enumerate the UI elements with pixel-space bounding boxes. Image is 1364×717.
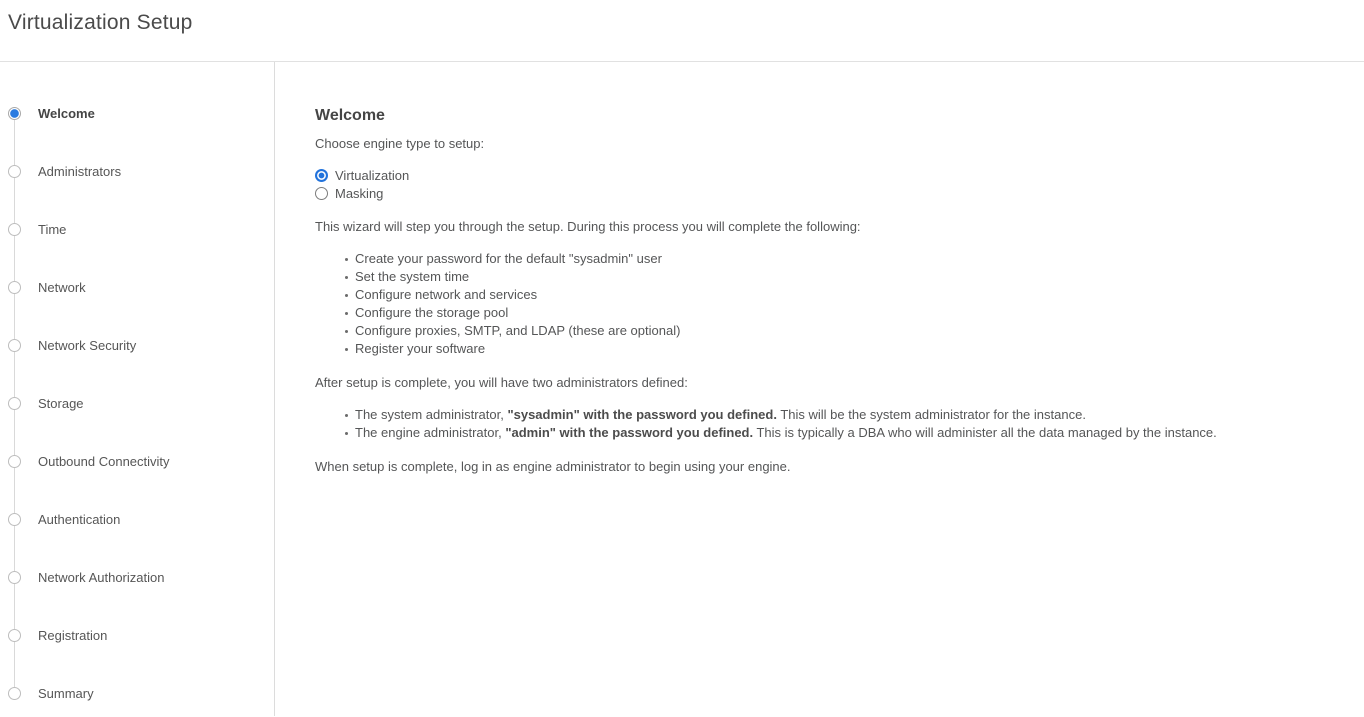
step-radio-icon	[8, 455, 21, 468]
admin-bold: "sysadmin" with the password you defined.	[507, 407, 777, 422]
choose-engine-label: Choose engine type to setup:	[315, 136, 485, 151]
radio-unselected-icon	[315, 187, 328, 200]
sidebar-step-welcome[interactable]	[0, 84, 274, 142]
main-content	[275, 62, 1364, 716]
page-header	[0, 0, 1364, 62]
list-item: Configure network and services	[315, 286, 1324, 304]
sidebar-step-administrators[interactable]	[0, 142, 274, 200]
sidebar-step-network-authorization[interactable]	[0, 548, 274, 606]
step-label: Storage	[38, 395, 84, 411]
sidebar-step-network-security[interactable]	[0, 316, 274, 374]
admin-suffix: This will be the system administrator for the instance.	[776, 407, 1086, 422]
step-radio-icon	[8, 281, 21, 294]
step-radio-icon	[8, 223, 21, 236]
sidebar-step-time[interactable]	[0, 200, 274, 258]
step-radio-icon	[8, 513, 21, 526]
list-item	[315, 424, 1324, 442]
step-radio-icon	[8, 339, 21, 352]
step-label: Welcome	[38, 105, 95, 121]
step-label: Network Authorization	[38, 569, 165, 585]
admin-prefix: The system administrator,	[355, 407, 508, 422]
sidebar-step-storage[interactable]	[0, 374, 274, 432]
outro-text: When setup is complete, log in as engine administrator to begin using your engine.	[315, 459, 791, 474]
step-radio-icon	[8, 687, 21, 700]
setup-tasks-list	[315, 250, 1324, 358]
step-radio-icon	[8, 629, 21, 642]
admin-bold: "admin" with the password you defined.	[505, 425, 754, 440]
step-label: Summary	[38, 685, 94, 701]
radio-label: Virtualization	[335, 167, 410, 183]
step-radio-icon	[8, 165, 21, 178]
sidebar-step-authentication[interactable]	[0, 490, 274, 548]
admin-prefix: The engine administrator,	[355, 425, 506, 440]
radio-option-masking[interactable]	[315, 184, 1324, 202]
sidebar-step-network[interactable]	[0, 258, 274, 316]
step-label: Outbound Connectivity	[38, 453, 170, 469]
list-item: Create your password for the default "sysadmin" user	[315, 250, 1324, 268]
list-item: Configure the storage pool	[315, 304, 1324, 322]
radio-selected-icon	[315, 169, 328, 182]
administrators-list	[315, 406, 1324, 442]
step-label: Registration	[38, 627, 108, 643]
step-radio-icon	[8, 571, 21, 584]
step-radio-icon	[8, 397, 21, 410]
step-label: Administrators	[38, 163, 122, 179]
sidebar-step-outbound-connectivity[interactable]	[0, 432, 274, 490]
list-item: Set the system time	[315, 268, 1324, 286]
admin-suffix: This is typically a DBA who will administer all the data managed by the instance.	[753, 425, 1217, 440]
sidebar-step-summary[interactable]	[0, 664, 274, 717]
step-radio-icon	[8, 107, 21, 120]
list-item	[315, 406, 1324, 424]
radio-label: Masking	[335, 185, 384, 201]
wizard-intro-text: This wizard will step you through the setup. During this process you will complete the following:	[315, 219, 861, 234]
sidebar-step-registration[interactable]	[0, 606, 274, 664]
section-heading: Welcome	[315, 107, 385, 124]
list-item: Register your software	[315, 340, 1324, 358]
body-wrap	[0, 62, 1364, 716]
step-label: Authentication	[38, 511, 121, 527]
page-title: Virtualization Setup	[8, 11, 193, 34]
engine-type-radio-group	[315, 166, 1324, 202]
list-item: Configure proxies, SMTP, and LDAP (these are optional)	[315, 322, 1324, 340]
step-label: Network	[38, 279, 86, 295]
radio-option-virtualization[interactable]	[315, 166, 1324, 184]
wizard-step-sidebar	[0, 62, 275, 716]
admins-intro-text: After setup is complete, you will have two administrators defined:	[315, 375, 688, 390]
step-label: Network Security	[38, 337, 137, 353]
step-label: Time	[38, 221, 67, 237]
